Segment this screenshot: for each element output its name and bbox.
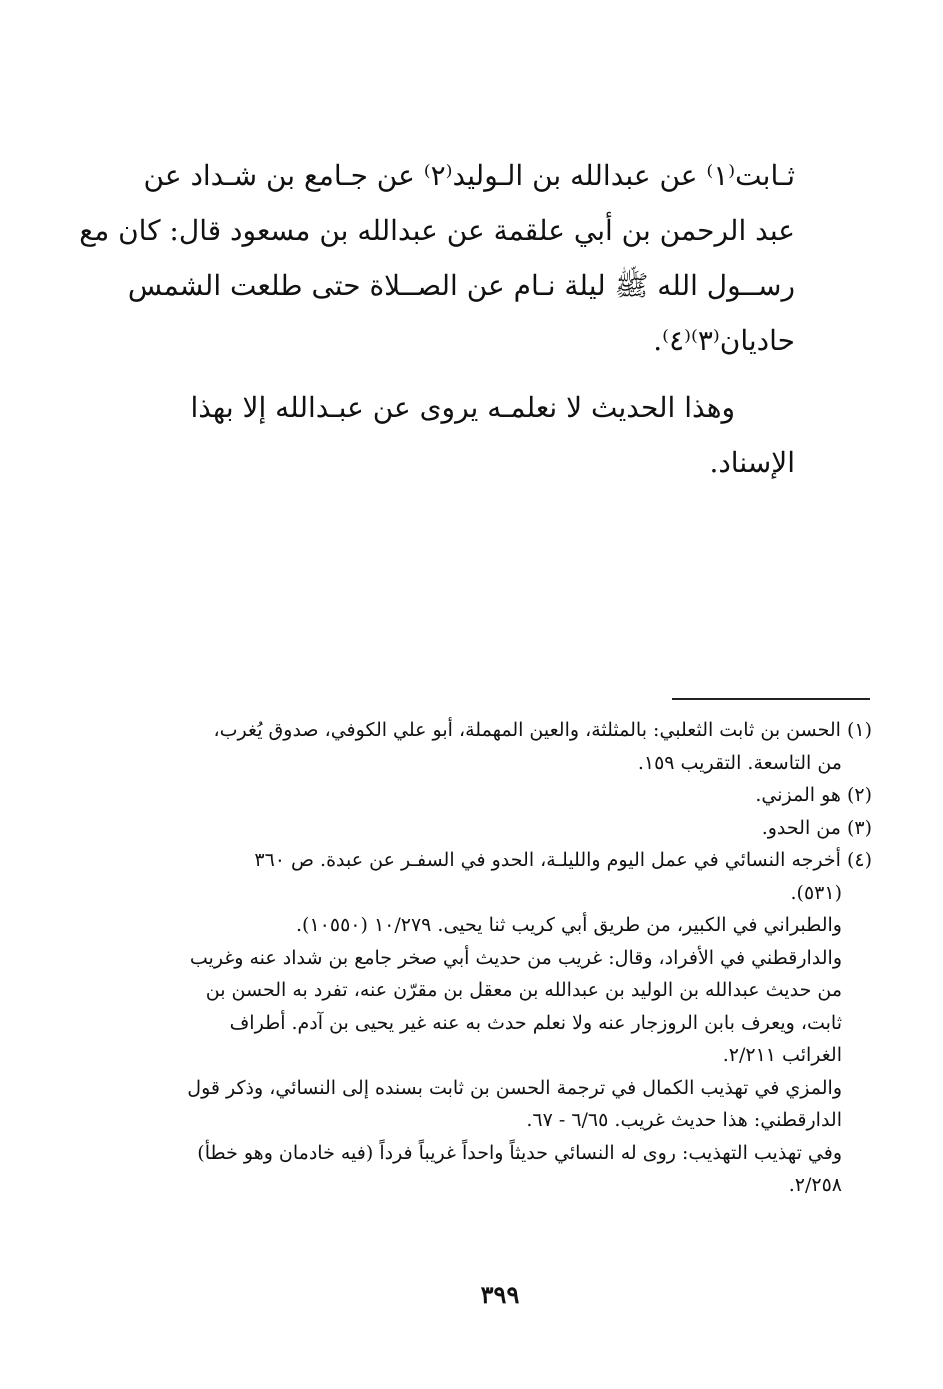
footnote-line: (٢) هو المزني. [755,784,872,806]
footnote-line: والطبراني في الكبير، من طريق أبي كريب ثنا يحيى. ١٠/٢٧٩ (١٠٥٥٠). [296,914,842,936]
footnote-line: الغرائب ٢/٢١١. [722,1044,842,1066]
footnote-line: من التاسعة. التقريب ١٥٩. [637,751,842,774]
main-text-line: وهذا الحديث لا نعلمـه يروى عن عبـدالله إلا بهذا [190,391,735,424]
footnote-line: الدارقطني: هذا حديث غريب. ٦/٦٥ - ٦٧. [526,1109,842,1131]
main-text-block [79,148,795,490]
main-text-line: الإسناد. [709,446,795,479]
footnote-line: (٥٣١). [790,881,842,904]
footnotes-block [165,714,872,1202]
main-text-line: ثـابت⁽١⁾ عن عبدالله بن الـوليد⁽٢⁾ عن جـامع بن شـداد عن [143,159,795,192]
footnote-line: ثابت، ويعرف بابن الروزجار عنه ولا نعلم حدث به عنه غير يحيى بن آدم. أطراف [229,1011,842,1034]
footnote-divider [672,698,870,700]
main-text-line: حاديان⁽٣⁾⁽٤⁾. [653,324,795,357]
footnote-line: والمزي في تهذيب الكمال في ترجمة الحسن بن ثابت بسنده إلى النسائي، وذكر قول [187,1076,842,1099]
footnote-line: ٢/٢٥٨. [788,1174,842,1196]
footnote-line: (٤) أخرجه النسائي في عمل اليوم والليلـة، الحدو في السفـر عن عبدة. ص ٣٦٠ [254,849,872,871]
footnote-line: وفي تهذيب التهذيب: روى له النسائي حديثاً واحداً غريباً فرداً (فيه خادمان وهو خطأ) [197,1141,842,1164]
footnote-line: والدارقطني في الأفراد، وقال: غريب من حديث أبي صخر جامع بن شداد عنه وغريب [189,946,842,969]
footnote-line: (١) الحسن بن ثابت الثعلبي: بالمثلثة، والعين المهملة، أبو علي الكوفي، صدوق يُغرب، [213,719,872,741]
main-text-line: عبد الرحمن بن أبي علقمة عن عبدالله بن مسعود قال: كان مع [79,214,795,247]
footnote-line: (٣) من الحدو. [761,816,872,839]
page-number: ٣٩٩ [480,1280,520,1309]
footnote-line: من حديث عبدالله بن الوليد بن عبدالله بن معقل بن مقرّن عنه، تفرد به الحسن بن [205,979,842,1001]
main-text-line: رســول الله ﷺ ليلة نـام عن الصــلاة حتى طلعت الشمس [127,269,795,302]
